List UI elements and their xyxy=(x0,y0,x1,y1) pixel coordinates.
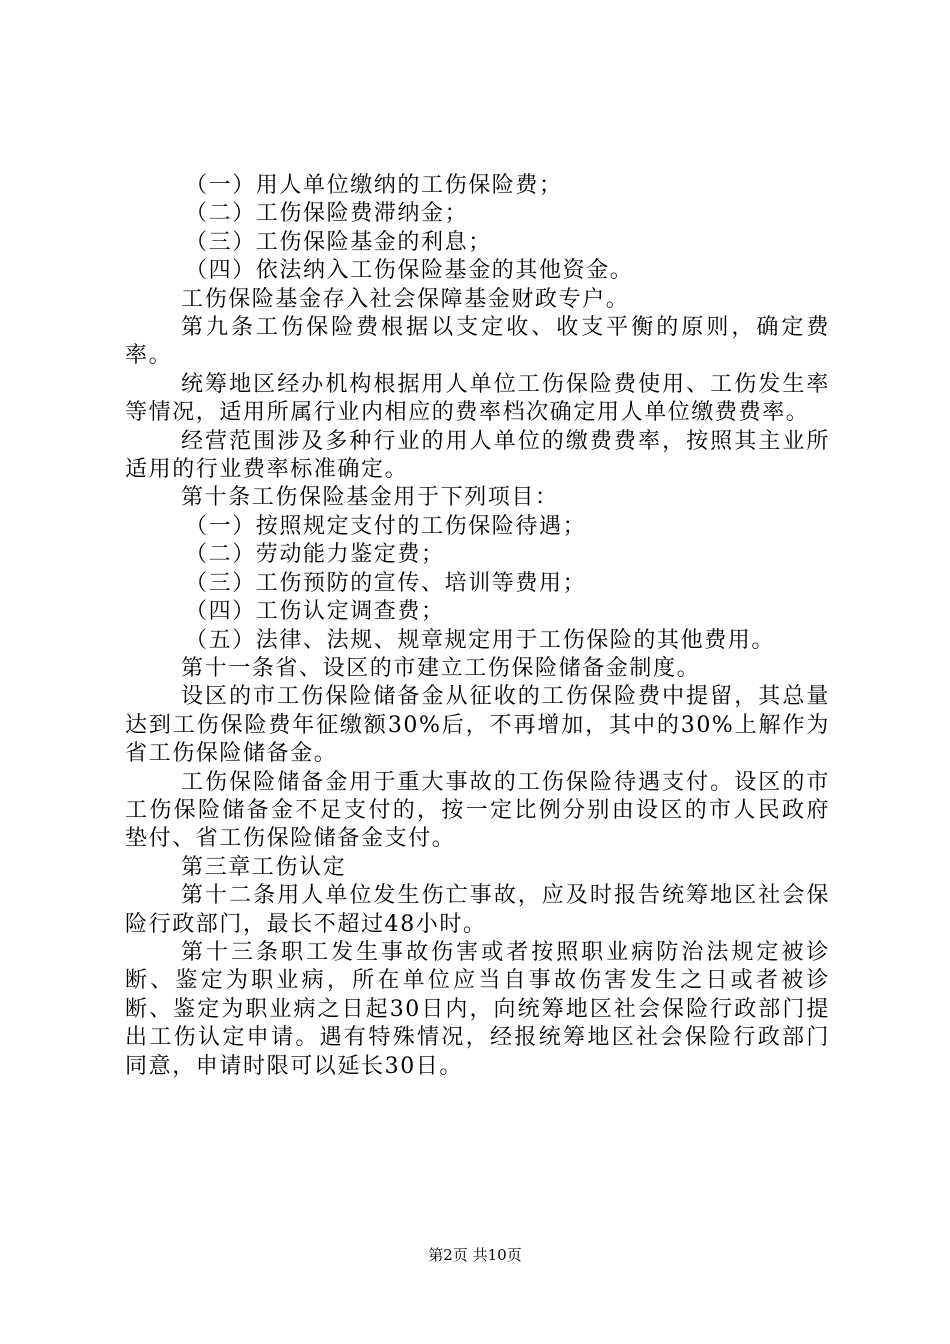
paragraph-multi-industry-rate: 经营范围涉及多种行业的用人单位的缴费费率，按照其主业所适用的行业费率标准确定。 xyxy=(125,428,830,483)
paragraph-article-12: 第十二条用人单位发生伤亡事故，应及时报告统筹地区社会保险行政部门，最长不超过48小时。 xyxy=(125,883,830,937)
paragraph-use-item-2: （二）劳动能力鉴定费； xyxy=(185,542,445,568)
paragraph-use-item-3: （三）工伤预防的宣传、培训等费用； xyxy=(185,570,587,596)
page-footer xyxy=(0,1244,950,1265)
paragraph-rate-determination: 统筹地区经办机构根据用人单位工伤保险费使用、工伤发生率等情况，适用所属行业内相应的费率档次确定用人单位缴费费率。 xyxy=(125,371,830,426)
paragraph-article-11: 第十一条省、设区的市建立工伤保险储备金制度。 xyxy=(181,655,701,681)
paragraph-list-item-2: （二）工伤保险费滞纳金； xyxy=(185,201,469,227)
paragraph-fund-account: 工伤保险基金存入社会保障基金财政专户。 xyxy=(181,286,630,312)
paragraph-article-9: 第九条工伤保险费根据以支定收、收支平衡的原则，确定费率。 xyxy=(125,315,830,369)
document-body xyxy=(125,172,830,1081)
paragraph-list-item-3: （三）工伤保险基金的利息； xyxy=(185,229,492,255)
paragraph-use-item-5: （五）法律、法规、规章规定用于工伤保险的其他费用。 xyxy=(185,627,776,653)
paragraph-list-item-4: （四）依法纳入工伤保险基金的其他资金。 xyxy=(185,258,634,284)
page-number-label: 第2页 共10页 xyxy=(428,1246,522,1264)
paragraph-reserve-usage: 工伤保险储备金用于重大事故的工伤保险待遇支付。设区的市工伤保险储备金不足支付的，按一定比例分别由设区的市人民政府垫付、省工伤保险储备金支付。 xyxy=(125,769,830,852)
paragraph-article-13: 第十三条职工发生事故伤害或者按照职业病防治法规定被诊断、鉴定为职业病，所在单位应当自事故伤害发生之日或者被诊断、鉴定为职业病之日起30日内，向统筹地区社会保险行政部门提出工伤认定申请。遇有特殊情况，经报统筹地区社会保险行政部门同意，申请时限可以延长30日。 xyxy=(125,939,830,1079)
paragraph-use-item-4: （四）工伤认定调查费； xyxy=(185,599,445,625)
chapter-heading-3: 第三章工伤认定 xyxy=(181,854,347,880)
paragraph-reserve-fund: 设区的市工伤保险储备金从征收的工伤保险费中提留，其总量达到工伤保险费年征缴额30%后，不再增加，其中的30%上解作为省工伤保险储备金。 xyxy=(125,684,830,767)
paragraph-use-item-1: （一）按照规定支付的工伤保险待遇； xyxy=(185,513,587,539)
paragraph-list-item-1: （一）用人单位缴纳的工伤保险费； xyxy=(185,173,563,198)
paragraph-article-10: 第十条工伤保险基金用于下列项目： xyxy=(181,485,559,511)
